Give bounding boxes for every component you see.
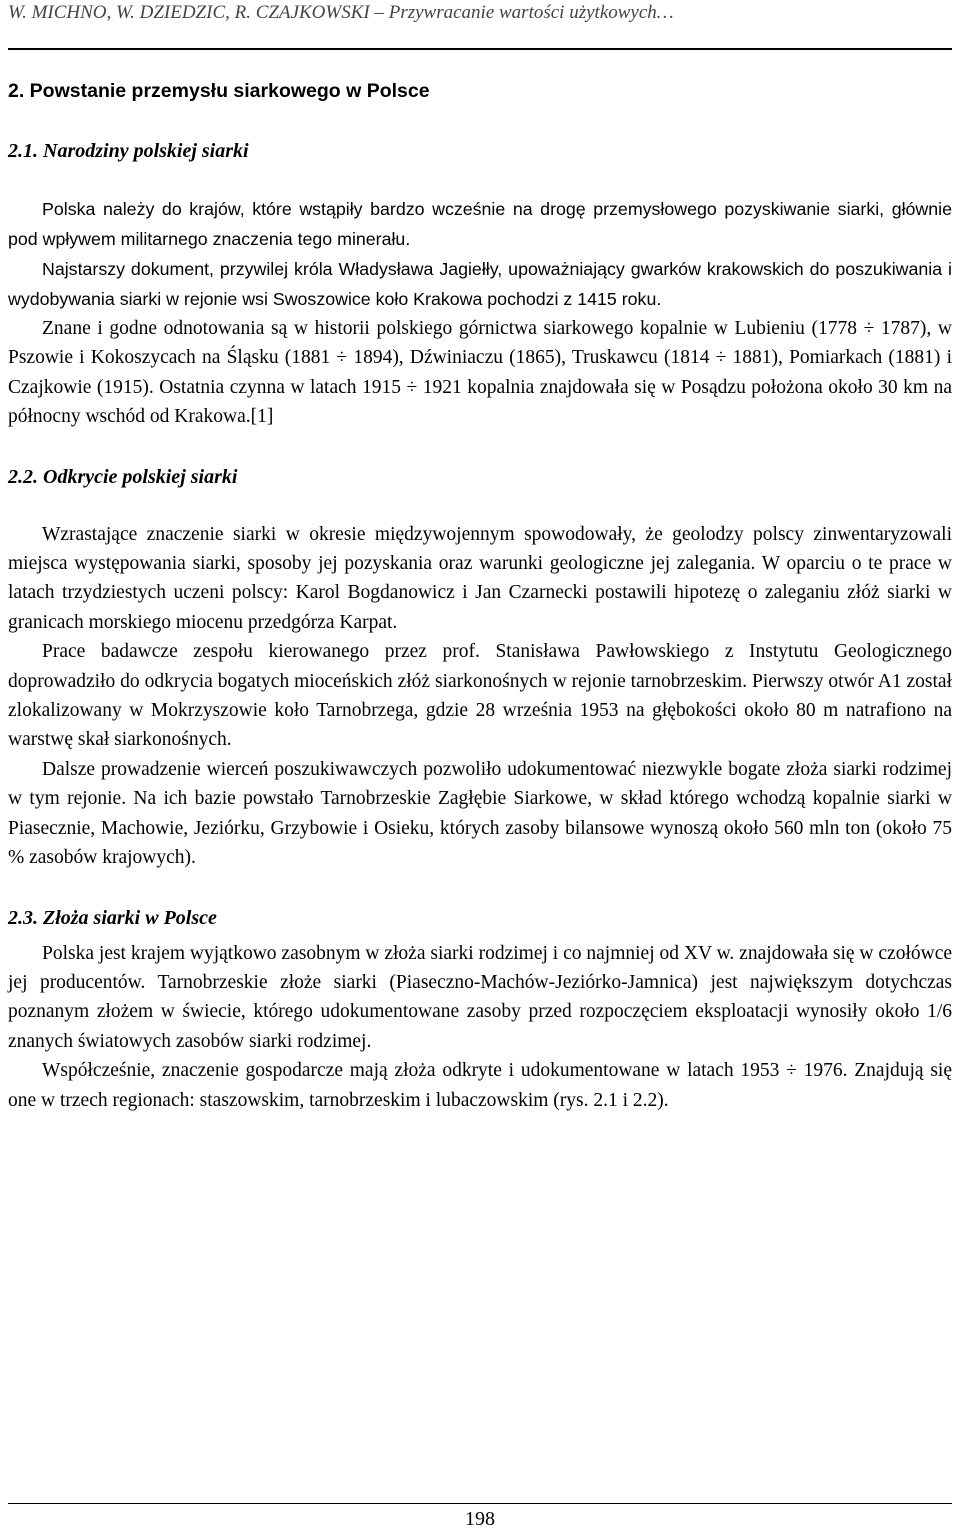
paragraph: Polska należy do krajów, które wstąpiły bardzo wcześnie na drogę przemysłowego pozyskiwanie siarki, głównie pod wpływem militarnego znaczenia tego minerału.	[8, 199, 952, 249]
paragraph: Najstarszy dokument, przywilej króla Władysława Jagiełły, upoważniający gwarków krakowskich do poszukiwania i wydobywania siarki w rejonie wsi Swoszowice koło Krakowa pochodzi z 1415 roku.	[8, 259, 952, 309]
section-heading: 2. Powstanie przemysłu siarkowego w Polsce	[8, 80, 430, 102]
paragraph: Polska jest krajem wyjątkowo zasobnym w złoża siarki rodzimej i co najmniej od XV w. znajdowała się w czołówce jej producentów. Tarnobrzeskie złoże siarki (Piaseczno-Machów-Jeziórko-Jamnica) jest największym dotychczas poznanym złożem w świecie, którego udokumentowane zasoby przed rozpoczęciem eksploatacji wynosiły około 1/6 znanych światowych zasobów siarki rodzimej.	[8, 942, 952, 1052]
subsection-heading-2-3: 2.3. Złoża siarki w Polsce	[8, 906, 217, 929]
paragraph: Prace badawcze zespołu kierowanego przez prof. Stanisława Pawłowskiego z Instytutu Geologicznego doprowadziło do odkrycia bogatych mioceńskich złóż siarkonośnych w rejonie tarnobrzeskim. Pierwszy otwór A1 został zlokalizowany w Mokrzyszowie koło Tarnobrzega, gdzie 28 września 1953 na głębokości około 80 m natrafiono na warstwę skał siarkonośnych.	[8, 641, 952, 751]
paragraph: Współcześnie, znaczenie gospodarcze mają złoża odkryte i udokumentowane w latach 1953 ÷ 1976. Znajdują się one w trzech regionach: staszowskim, tarnobrzeskim i lubaczowskim (rys. 2.1 i 2.2).	[8, 1060, 952, 1111]
subsection-heading-2-2: 2.2. Odkrycie polskiej siarki	[8, 465, 238, 488]
header-rule	[8, 48, 952, 50]
paragraph: Znane i godne odnotowania są w historii polskiego górnictwa siarkowego kopalnie w Lubieniu (1778 ÷ 1787), w Pszowie i Kokoszycach na Śląsku (1881 ÷ 1894), Dźwiniaczu (1865), Truskawcu (1814 ÷ 1881), Pomiarkach (1881) i Czajkowie (1915). Ostatnia czynna w latach 1915 ÷ 1921 kopalnia znajdowała się w Posądzu położona około 30 km na północny wschód od Krakowa.[1]	[8, 318, 952, 428]
running-head: W. MICHNO, W. DZIEDZIC, R. CZAJKOWSKI – Przywracanie wartości użytkowych…	[8, 2, 674, 23]
footer-rule	[8, 1503, 952, 1504]
page-content	[8, 76, 952, 1115]
page-number: 198	[465, 1508, 495, 1530]
paragraph: Wzrastające znaczenie siarki w okresie międzywojennym spowodowały, że geolodzy polscy zinwentaryzowali miejsca występowania siarki, sposoby jej pozyskania oraz warunki geologiczne jej zalegania. W oparciu o te prace w latach trzydziestych uczeni polscy: Karol Bogdanowicz i Jan Czarnecki postawili hipotezę o zaleganiu złóż siarki w granicach morskiego miocenu przedgórza Karpat.	[8, 523, 952, 633]
subsection-heading-2-1: 2.1. Narodziny polskiej siarki	[8, 140, 249, 162]
paragraph: Dalsze prowadzenie wierceń poszukiwawczych pozwoliło udokumentować niezwykle bogate złoża siarki rodzimej w tym rejonie. Na ich bazie powstało Tarnobrzeskie Zagłębie Siarkowe, w skład którego wchodzą kopalnie siarki w Piasecznie, Machowie, Jeziórku, Grzybowie i Osieku, których zasoby bilansowe wynoszą około 560 mln ton (około 75 % zasobów krajowych).	[8, 758, 952, 869]
